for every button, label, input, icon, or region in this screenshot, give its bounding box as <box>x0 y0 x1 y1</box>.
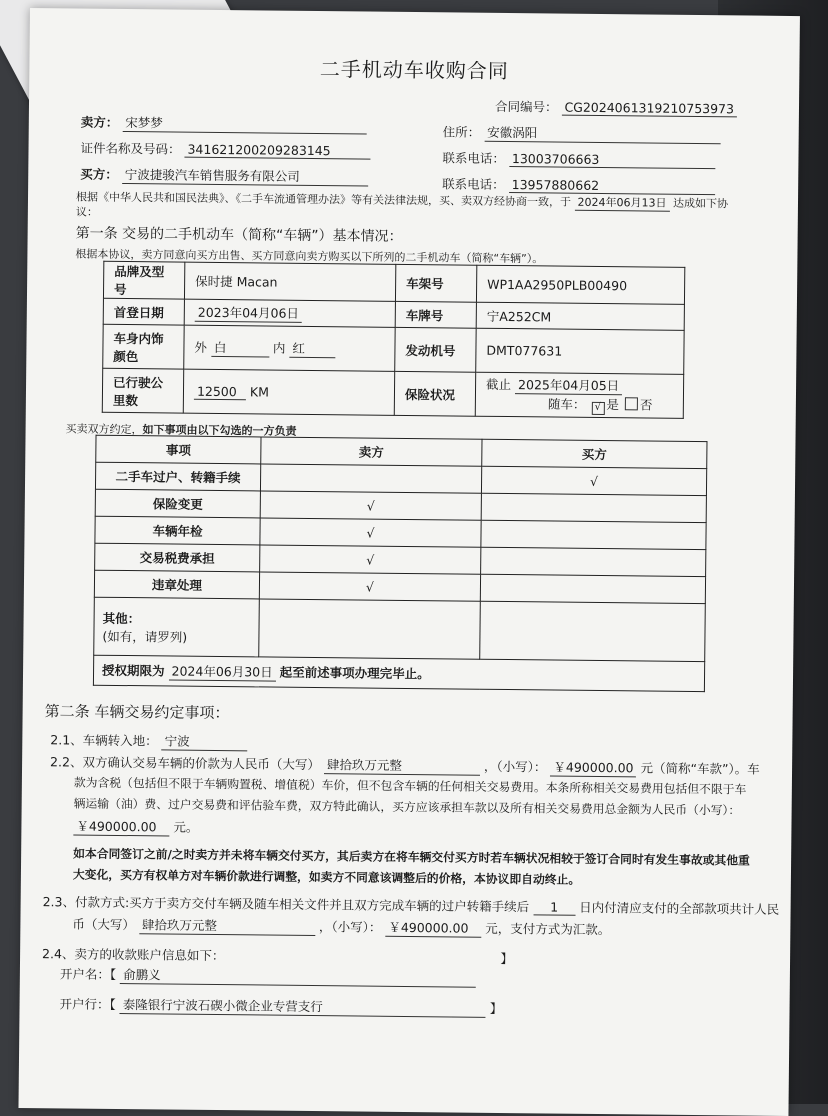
duty-buyer <box>481 547 706 576</box>
id-number: 341621200209283145 <box>184 142 370 160</box>
no-label: 否 <box>639 397 653 413</box>
preamble-text: 根据《中华人民共和国民法典》、《二手车流通管理办法》等有关法律法规，买、卖双方经协商一致，于 <box>75 190 572 209</box>
payment-days: 1 <box>533 899 575 915</box>
bracket-close: 】 <box>500 950 514 967</box>
contract-number-label: 合同编号： <box>494 98 558 115</box>
other-seller <box>259 599 481 659</box>
deadline-cell <box>93 655 704 691</box>
contract-page <box>18 8 799 1116</box>
price-small-label: ，（小写）： <box>483 758 547 775</box>
insurance-cell <box>475 372 683 418</box>
col-seller: 卖方 <box>261 437 482 466</box>
id-label: 证件名称及号码： <box>80 140 181 157</box>
plate-value: 宁A252CM <box>476 302 684 330</box>
duties-intro-text: 买卖双方约定， <box>65 422 143 437</box>
total-unit: 元。 <box>173 819 199 835</box>
duty-item: 交易税费承担 <box>95 543 260 572</box>
clause-2-1-label: 2.1、车辆转入地： <box>50 732 158 749</box>
duty-buyer <box>481 520 706 549</box>
deadline-row <box>93 655 704 691</box>
bank-bracket-close: 】 <box>489 1000 503 1017</box>
address-label: 住所： <box>442 124 481 140</box>
insurance-date: 2025年04月05日 <box>515 375 622 395</box>
mileage-value: 12500 <box>194 383 246 400</box>
other-row <box>94 597 706 661</box>
seller-phone-row <box>442 148 715 169</box>
clause-2-2-total <box>73 817 198 837</box>
bank-label: 开户行：【 <box>59 996 116 1012</box>
address-value: 安徽涡阳 <box>484 123 720 144</box>
adjustment-clause-line2: 大变化，买方有权单方对车辆价款进行调整，如卖方不同意该调整后的价格，本协议即自动终止。 <box>72 867 581 887</box>
duty-seller: √ <box>260 491 481 520</box>
color-label: 车身内饰颜色 <box>103 324 184 369</box>
engine-value: DMT077631 <box>476 328 684 374</box>
interior-color: 红 <box>289 339 335 358</box>
mileage-label: 已行驶公里数 <box>102 368 183 413</box>
preamble-date: 2024年06月13日 <box>574 194 669 212</box>
clause-2-3-line2 <box>72 914 610 939</box>
plate-label: 车牌号 <box>395 301 476 328</box>
deadline-suffix: 起至前述事项办理完毕止。 <box>279 664 430 682</box>
clause-2-2-label: 2.2、双方确认交易车辆的价款为人民币（大写） <box>50 754 321 773</box>
buyer-phone-label: 联系电话： <box>442 176 505 192</box>
clause-2-3-currency: 币（大写） <box>72 916 136 933</box>
clause-2-3-label: 2.3、付款方式:买方于卖方交付车辆及随车相关文件并且双方完成车辆的过户转籍手续后 <box>42 894 530 915</box>
article1-intro: 根据本协议，卖方同意向买方出售、买方同意向卖方购买以下所列的二手机动车（简称“车辆”）。 <box>75 247 544 266</box>
payment-method: 元，支付方式为汇款。 <box>485 920 611 938</box>
account-holder-row <box>60 964 476 987</box>
other-cell <box>94 597 260 657</box>
address-row <box>443 122 721 144</box>
duties-intro-bold: 如下事项由以下勾选的一方负责 <box>142 423 297 438</box>
seller-phone: 13003706663 <box>509 151 715 169</box>
duty-item: 违章处理 <box>94 570 259 599</box>
account-holder-label: 开户名：【 <box>59 966 117 982</box>
duty-seller: √ <box>260 518 481 547</box>
preamble-line-2: 议： <box>75 205 98 219</box>
article1-heading: 第一条 交易的二手机动车（简称“车辆”）基本情况： <box>75 225 403 245</box>
no-checkbox[interactable] <box>625 397 638 410</box>
clause-2-2-line2: 款为含税（包括但不限于车辆购置税、增值税）车价，但不包含车辆的任何相关交易费用。本条所称相关交易费用包括但不限于车 <box>73 775 747 797</box>
duty-item: 车辆年检 <box>95 516 260 545</box>
contract-number-row <box>495 97 737 118</box>
deadline-date: 2024年06月30日 <box>168 661 275 681</box>
yes-checkbox[interactable]: √ <box>591 402 604 415</box>
reg-date-cell <box>184 299 395 327</box>
other-note: (如有，请罗列) <box>102 628 188 645</box>
clause-2-1 <box>50 730 248 751</box>
buyer-row <box>80 165 368 187</box>
duty-item: 二手车过户、转籍手续 <box>95 462 260 491</box>
clause-2-3 <box>43 892 780 918</box>
price-tail: 元（简称“车款”）。车 <box>640 760 760 777</box>
bank-name: 泰隆银行宁波石碶小微企业专营支行 <box>120 995 486 1018</box>
payment-small-label: ，（小写）： <box>318 919 382 935</box>
account-holder: 俞鹏义 <box>120 965 476 988</box>
other-buyer <box>480 601 706 661</box>
reg-date: 2023年04月06日 <box>195 303 302 323</box>
vin-label: 车架号 <box>395 264 476 302</box>
seller-label: 卖方： <box>80 114 119 130</box>
contract-title: 二手机动车收购合同 <box>319 57 509 84</box>
vin-value: WP1AA2950PLB00490 <box>476 265 684 304</box>
engine-label: 发动机号 <box>395 327 476 372</box>
payment-amount: ￥490000.00 <box>385 918 481 938</box>
duty-buyer: √ <box>481 466 706 495</box>
reg-date-label: 首登日期 <box>103 298 184 325</box>
color-cell <box>184 325 395 371</box>
preamble-tail: 达成如下协 <box>672 196 729 211</box>
duty-seller: √ <box>260 545 481 574</box>
contract-number: CG2024061319210753973 <box>561 100 737 118</box>
price-upper: 肆拾玖万元整 <box>324 755 480 776</box>
price-amount: ￥490000.00 <box>550 757 636 777</box>
insurance-label: 保险状况 <box>394 371 475 416</box>
buyer-label: 买方： <box>80 166 118 182</box>
col-item: 事项 <box>96 435 261 464</box>
brand-value: 保时捷 Macan <box>184 262 395 301</box>
brand-label: 品牌及型号 <box>103 261 184 299</box>
duties-table <box>93 435 708 692</box>
duty-buyer <box>480 574 705 603</box>
clause-2-4-label: 2.4、卖方的收款账户信息如下： <box>42 946 225 964</box>
clause-2-3-tail: 日内付清应支付的全部款项共计人民 <box>579 899 780 917</box>
buyer-phone: 13957880662 <box>509 177 715 195</box>
seller-phone-label: 联系电话： <box>442 150 506 166</box>
exterior-color: 白 <box>211 338 269 358</box>
deadline-label: 授权期限为 <box>101 662 165 679</box>
follow-label: 随车： <box>547 396 586 412</box>
duty-buyer <box>481 493 706 522</box>
insurance-prefix: 截止 <box>486 376 512 393</box>
mileage-cell <box>183 369 394 415</box>
clause-2-4 <box>42 944 513 967</box>
exterior-prefix: 外 <box>194 339 208 355</box>
duty-item: 保险变更 <box>95 489 260 518</box>
bank-row <box>59 994 502 1018</box>
seller-name: 宋梦梦 <box>122 113 366 135</box>
seller-row <box>81 113 367 135</box>
duty-seller: √ <box>259 572 480 601</box>
payment-upper: 肆拾玖万元整 <box>139 915 315 936</box>
clause-2-2-line3: 辆运输（油）费、过户交易费和评估验车费，双方特此确认，买方应该承担车款以及所有相关交易费用总金额为人民币（小写）： <box>73 796 741 818</box>
yes-label: 是 <box>606 397 619 413</box>
total-amount: ￥490000.00 <box>73 817 169 837</box>
article2-heading: 第二条 车辆交易约定事项： <box>44 702 230 723</box>
transfer-location: 宁波 <box>162 731 248 751</box>
id-row <box>80 139 370 160</box>
col-buyer: 买方 <box>482 439 707 468</box>
buyer-name: 宁波捷骏汽车销售服务有限公司 <box>122 165 368 187</box>
vehicle-info-table <box>102 261 686 419</box>
interior-prefix: 内 <box>272 340 286 356</box>
other-label: 其他： <box>102 610 141 626</box>
duty-seller <box>260 464 481 493</box>
adjustment-clause-line1: 如本合同签订之前/之时卖方并未将车辆交付买方，其后卖方在将车辆交付买方时若车辆状况相较于签订合同时有发生事故或其他重 <box>73 846 750 868</box>
mileage-unit: KM <box>249 383 270 400</box>
